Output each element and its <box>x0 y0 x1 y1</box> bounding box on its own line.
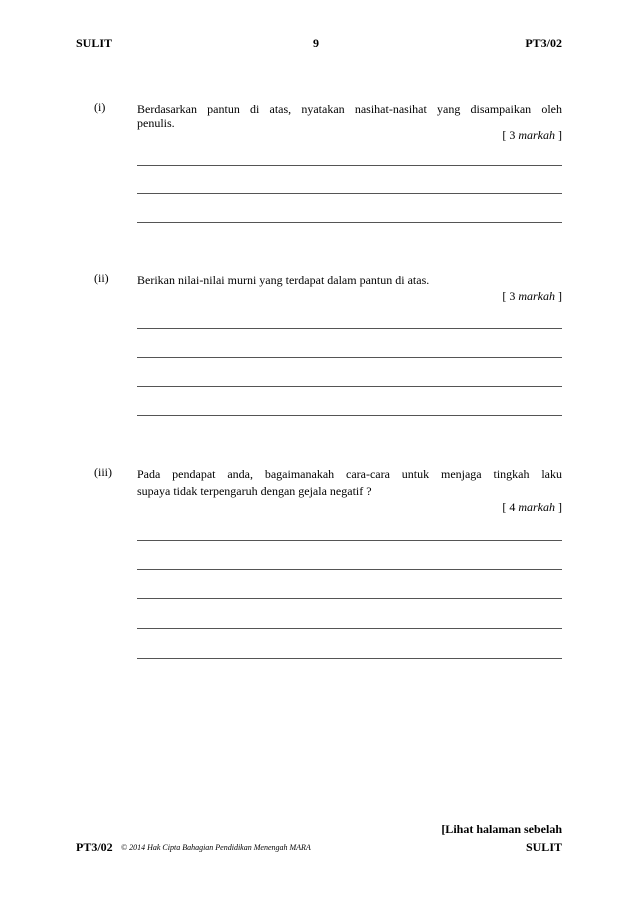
marks-close: ] <box>555 289 562 303</box>
header-paper-code: PT3/02 <box>525 36 562 50</box>
question-text-line2: penulis. <box>137 116 175 130</box>
answer-line[interactable] <box>137 165 562 166</box>
marks-open: [ 3 <box>502 289 519 303</box>
answer-line[interactable] <box>137 628 562 629</box>
answer-line[interactable] <box>137 598 562 599</box>
marks-allocation <box>502 128 562 143</box>
answer-line[interactable] <box>137 193 562 194</box>
question-number: (i) <box>94 100 106 114</box>
marks-allocation <box>502 289 562 304</box>
next-page-note: [Lihat halaman sebelah <box>441 822 562 836</box>
answer-line[interactable] <box>137 386 562 387</box>
question-text-line1: Pada pendapat anda, bagaimanakah cara-cara untuk menjaga tingkah laku <box>137 467 562 481</box>
question-text-line1: Berikan nilai-nilai murni yang terdapat dalam pantun di atas. <box>137 273 430 287</box>
answer-line[interactable] <box>137 658 562 659</box>
page-number: 9 <box>313 36 319 50</box>
footer-copyright: © 2014 Hak Cipta Bahagian Pendidikan Menengah MARA <box>121 843 311 852</box>
footer-paper-code: PT3/02 <box>76 840 113 854</box>
question-number: (ii) <box>94 271 109 285</box>
answer-line[interactable] <box>137 357 562 358</box>
question-text-line1: Berdasarkan pantun di atas, nyatakan nasihat-nasihat yang disampaikan oleh <box>137 102 562 116</box>
marks-allocation <box>502 500 562 515</box>
marks-close: ] <box>555 500 562 514</box>
question-text-line2: supaya tidak terpengaruh dengan gejala negatif ? <box>137 484 372 498</box>
answer-line[interactable] <box>137 415 562 416</box>
marks-word: markah <box>518 289 555 303</box>
marks-open: [ 4 <box>502 500 519 514</box>
marks-open: [ 3 <box>502 128 519 142</box>
answer-line[interactable] <box>137 328 562 329</box>
answer-line[interactable] <box>137 569 562 570</box>
footer-classification: SULIT <box>525 840 562 854</box>
answer-line[interactable] <box>137 222 562 223</box>
question-number: (iii) <box>94 465 112 479</box>
marks-close: ] <box>555 128 562 142</box>
header-classification: SULIT <box>76 36 113 50</box>
answer-line[interactable] <box>137 540 562 541</box>
marks-word: markah <box>518 128 555 142</box>
marks-word: markah <box>518 500 555 514</box>
